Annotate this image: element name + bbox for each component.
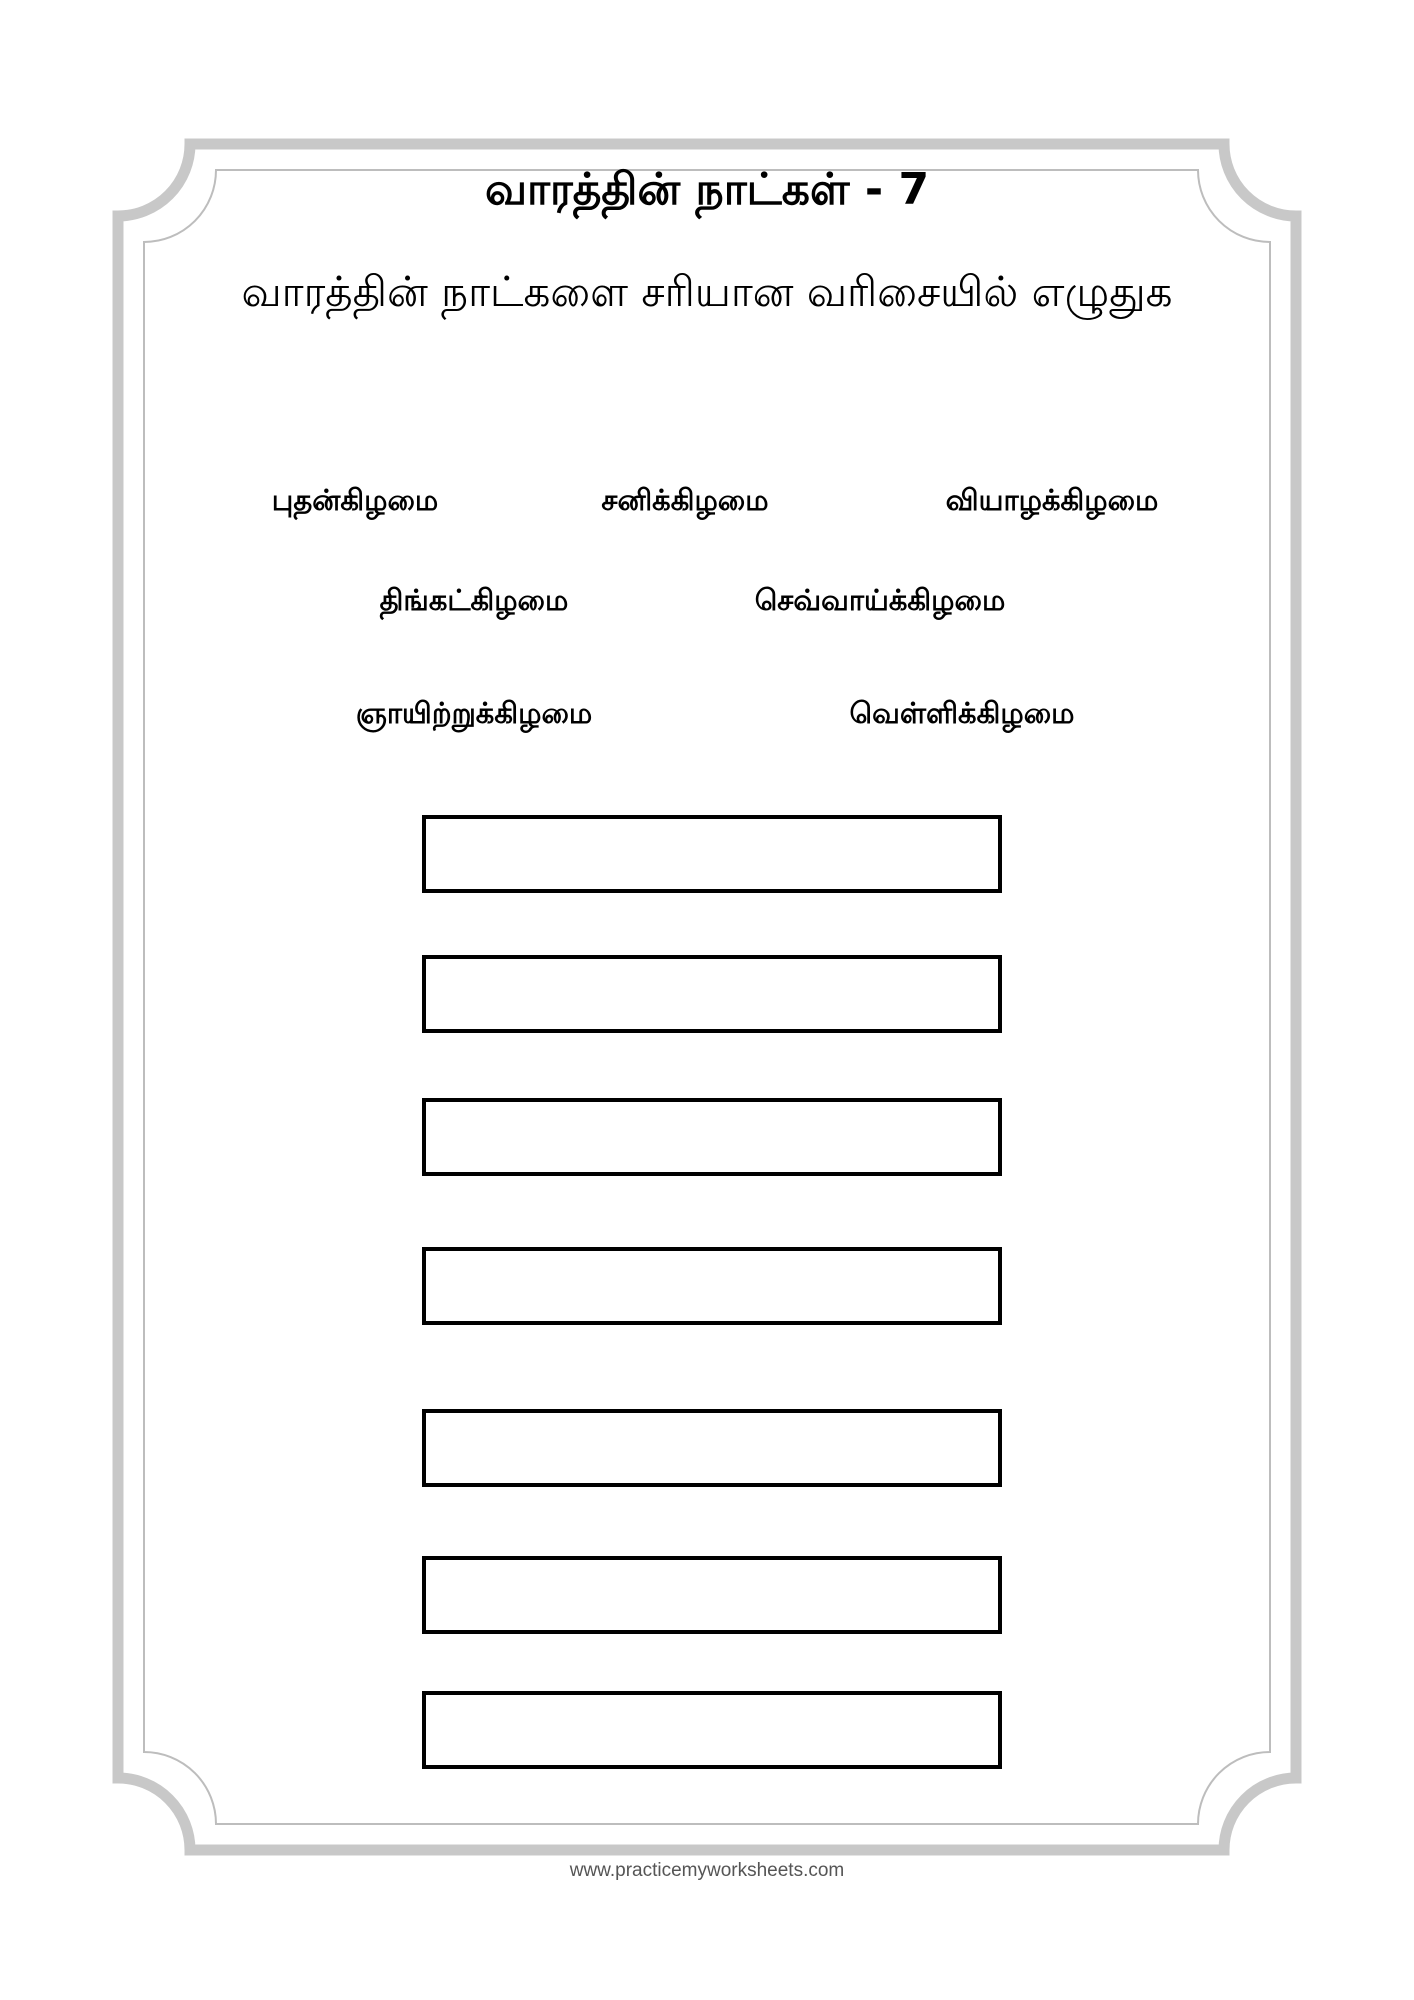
word-bank-item: ஞாயிற்றுக்கிழமை xyxy=(355,696,593,730)
worksheet-title: வாரத்தின் நாட்கள் - 7 xyxy=(484,164,930,215)
answer-box-3[interactable] xyxy=(422,1098,1002,1176)
answer-box-7[interactable] xyxy=(422,1691,1002,1769)
answer-box-4[interactable] xyxy=(422,1247,1002,1325)
footer-url: www.practicemyworksheets.com xyxy=(569,1860,845,1881)
worksheet-instruction: வாரத்தின் நாட்களை சரியான வரிசையில் எழுதுக xyxy=(241,267,1173,316)
answer-box-1[interactable] xyxy=(422,815,1002,893)
answer-box-5[interactable] xyxy=(422,1409,1002,1487)
word-bank-item: செவ்வாய்க்கிழமை xyxy=(754,583,1006,617)
word-bank-item: புதன்கிழமை xyxy=(271,483,439,517)
word-bank-item: வியாழக்கிழமை xyxy=(945,483,1159,517)
word-bank-item: சனிக்கிழமை xyxy=(601,483,769,517)
answer-box-2[interactable] xyxy=(422,955,1002,1033)
word-bank-item: வெள்ளிக்கிழமை xyxy=(849,696,1075,730)
answer-box-6[interactable] xyxy=(422,1556,1002,1634)
word-bank-item: திங்கட்கிழமை xyxy=(379,583,569,617)
